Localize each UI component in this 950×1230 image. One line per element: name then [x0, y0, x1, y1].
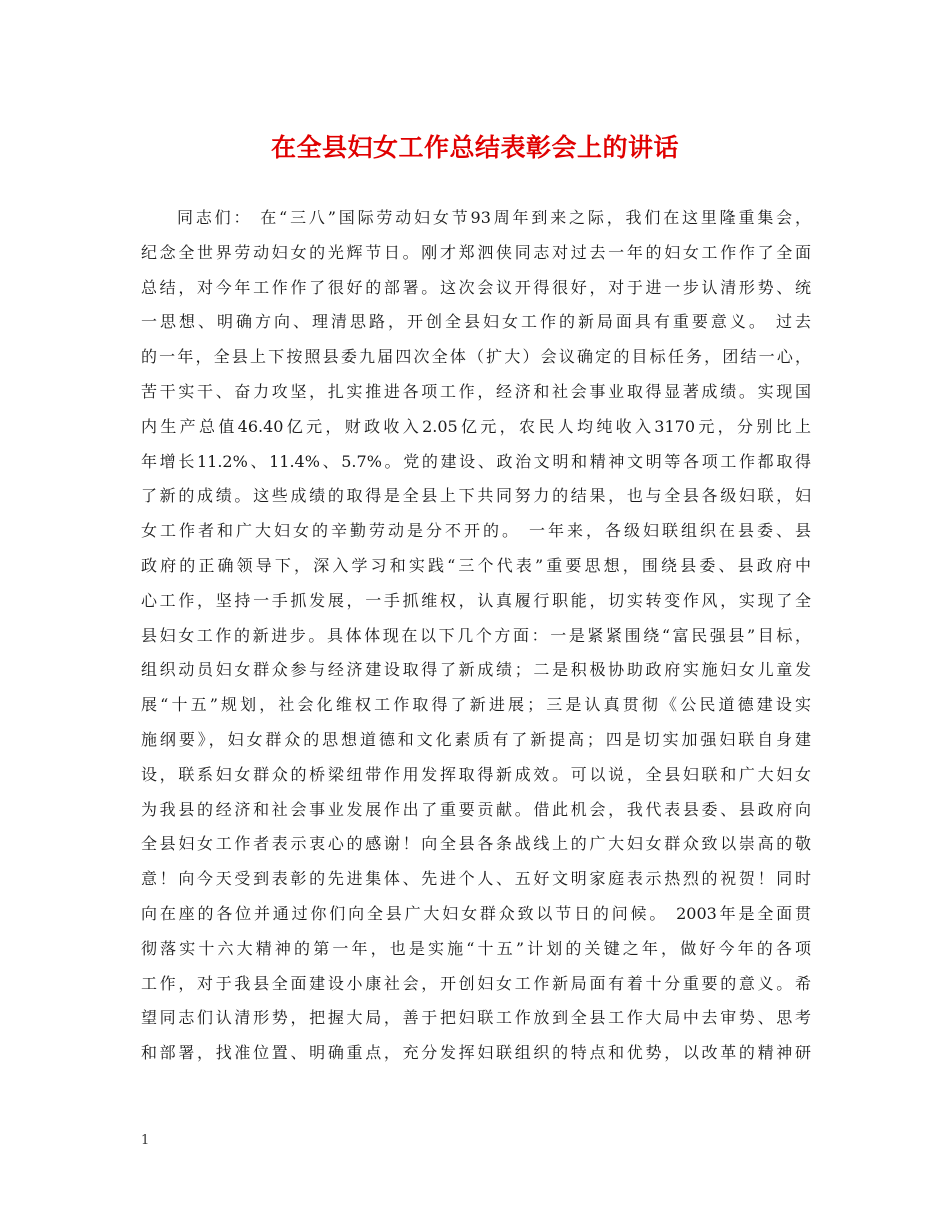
body-line: 政府的正确领导下，深入学习和实践“三个代表”重要思想，围绕县委、县政府中: [141, 555, 811, 575]
body-line: 年增长11.2%、11.4%、5.7%。党的建设、政治文明和精神文明等各项工作都取得: [141, 451, 811, 471]
page-number: 1: [141, 1133, 150, 1148]
body-line: 了新的成绩。这些成绩的取得是全县上下共同努力的结果，也与全县各级妇联，妇: [141, 486, 811, 506]
body-line: 望同志们认清形势，把握大局，善于把妇联工作放到全县工作大局中去审势、思考: [141, 1008, 811, 1028]
body-line: 同志们： 在“三八”国际劳动妇女节93周年到来之际，我们在这里隆重集会，: [177, 208, 811, 227]
document-title: 在全县妇女工作总结表彰会上的讲话: [270, 133, 679, 162]
body-line: 的一年，全县上下按照县委九届四次全体（扩大）会议确定的目标任务，团结一心，: [141, 347, 811, 367]
body-line: 和部署，找准位置、明确重点，充分发挥妇联组织的特点和优势，以改革的精神研: [141, 1043, 811, 1063]
body-line: 向在座的各位并通过你们向全县广大妇女群众致以节日的问候。 2003年是全面贯: [141, 903, 811, 923]
body-line: 工作，对于我县全面建设小康社会，开创妇女工作新局面有着十分重要的意义。希: [141, 973, 811, 993]
body-line: 一思想、明确方向、理清思路，开创全县妇女工作的新局面具有重要意义。 过去: [141, 312, 811, 332]
body-line: 总结，对今年工作作了很好的部署。这次会议开得很好，对于进一步认清形势、统: [141, 277, 811, 297]
body-line: 意！向今天受到表彰的先进集体、先进个人、五好文明家庭表示热烈的祝贺！同时: [141, 869, 811, 889]
document-body: [141, 201, 811, 1071]
body-line: 全县妇女工作者表示衷心的感谢！向全县各条战线上的广大妇女群众致以崇高的敬: [141, 834, 811, 854]
body-line: 内生产总值46.40亿元，财政收入2.05亿元，农民人均纯收入3170元，分别比上: [141, 416, 811, 436]
body-line: 施纲要》，妇女群众的思想道德和文化素质有了新提高；四是切实加强妇联自身建: [141, 729, 811, 749]
body-line: 组织动员妇女群众参与经济建设取得了新成绩；二是积极协助政府实施妇女儿童发: [141, 660, 811, 680]
body-line: 设，联系妇女群众的桥梁纽带作用发挥取得新成效。可以说，全县妇联和广大妇女: [141, 764, 811, 784]
body-line: 心工作，坚持一手抓发展，一手抓维权，认真履行职能，切实转变作风，实现了全: [141, 590, 811, 610]
body-line: 县妇女工作的新进步。具体体现在以下几个方面：一是紧紧围绕“富民强县”目标，: [141, 625, 811, 645]
body-line: 苦干实干、奋力攻坚，扎实推进各项工作，经济和社会事业取得显著成绩。实现国: [141, 381, 811, 401]
body-line: 彻落实十六大精神的第一年，也是实施“十五”计划的关键之年，做好今年的各项: [141, 938, 811, 958]
body-line: 纪念全世界劳动妇女的光辉节日。刚才郑泗侠同志对过去一年的妇女工作作了全面: [141, 242, 811, 262]
body-line: 为我县的经济和社会事业发展作出了重要贡献。借此机会，我代表县委、县政府向: [141, 799, 811, 819]
body-line: 女工作者和广大妇女的辛勤劳动是分不开的。 一年来，各级妇联组织在县委、县: [141, 521, 811, 541]
body-line: 展“十五”规划，社会化维权工作取得了新进展；三是认真贯彻《公民道德建设实: [141, 695, 811, 715]
